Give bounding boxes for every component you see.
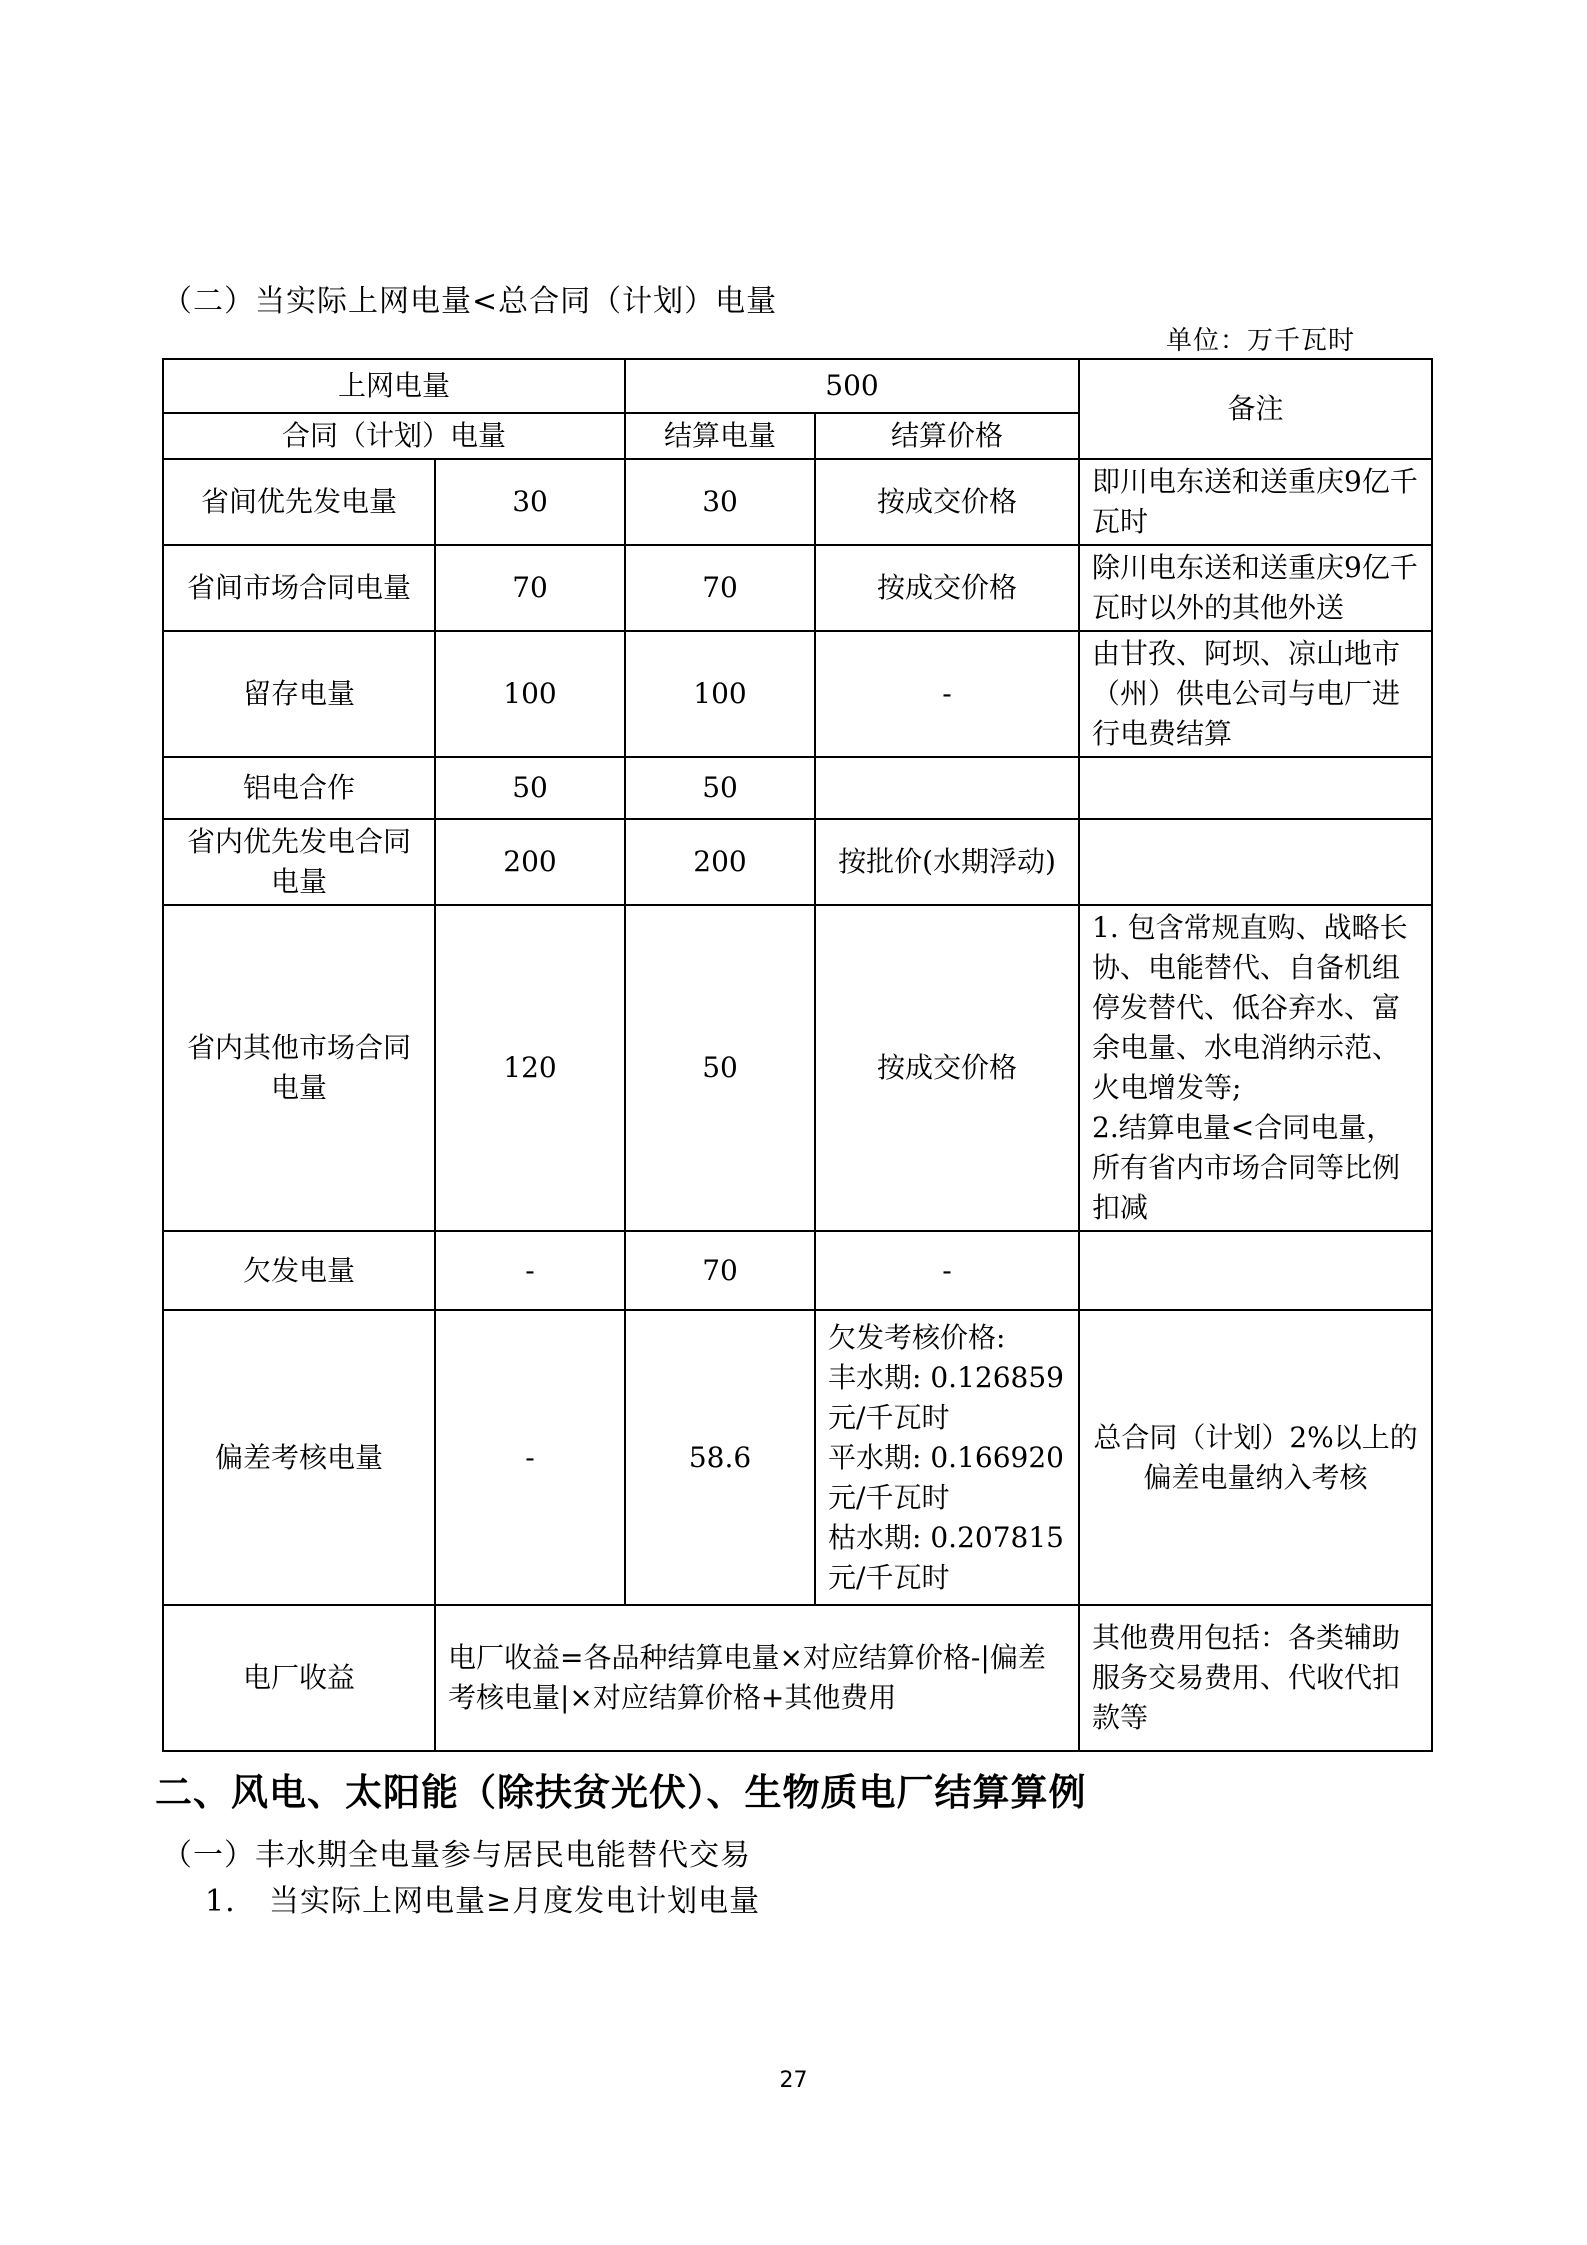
online-label: 上网电量 bbox=[163, 359, 625, 413]
row-name: 留存电量 bbox=[163, 631, 435, 757]
row-remark: 由甘孜、阿坝、凉山地市（州）供电公司与电厂进行电费结算 bbox=[1079, 631, 1432, 757]
list-text: 当实际上网电量≥月度发电计划电量 bbox=[269, 1884, 761, 1919]
row-name: 偏差考核电量 bbox=[163, 1310, 435, 1605]
row-price: - bbox=[815, 631, 1079, 757]
table-row bbox=[163, 1231, 1432, 1310]
row-settle: 30 bbox=[625, 459, 815, 545]
price-line: 丰水期: 0.126859元/千瓦时 bbox=[828, 1360, 1064, 1434]
price-line: 平水期: 0.166920元/千瓦时 bbox=[828, 1440, 1064, 1514]
list-number: 1. bbox=[205, 1884, 236, 1919]
row-remark: 总合同（计划）2%以上的偏差电量纳入考核 bbox=[1079, 1310, 1432, 1605]
page-number: 27 bbox=[779, 2068, 808, 2093]
row-price: 按成交价格 bbox=[815, 905, 1079, 1231]
income-name: 电厂收益 bbox=[163, 1605, 435, 1751]
table-row bbox=[163, 819, 1432, 905]
section-heading: （二）当实际上网电量<总合同（计划）电量 bbox=[162, 284, 778, 319]
row-remark: 即川电东送和送重庆9亿千瓦时 bbox=[1079, 459, 1432, 545]
row-settle: 58.6 bbox=[625, 1310, 815, 1605]
row-remark bbox=[1079, 819, 1432, 905]
row-remark bbox=[1079, 757, 1432, 819]
table-row bbox=[163, 757, 1432, 819]
subsection-title: （一）丰水期全电量参与居民电能替代交易 bbox=[162, 1838, 751, 1873]
remark-line: 2.结算电量<合同电量，所有省内市场合同等比例扣减 bbox=[1092, 1111, 1401, 1224]
table-row bbox=[163, 1310, 1432, 1605]
row-price: - bbox=[815, 1231, 1079, 1310]
income-row bbox=[163, 1605, 1432, 1751]
table-row bbox=[163, 459, 1432, 545]
section-title: 二、风电、太阳能（除扶贫光伏）、生物质电厂结算算例 bbox=[155, 1771, 1087, 1814]
row-settle: 100 bbox=[625, 631, 815, 757]
row-price: 按成交价格 bbox=[815, 459, 1079, 545]
table-row bbox=[163, 545, 1432, 631]
row-contract: - bbox=[435, 1310, 625, 1605]
row-name: 省内优先发电合同电量 bbox=[163, 819, 435, 905]
table-row bbox=[163, 631, 1432, 757]
row-contract: 70 bbox=[435, 545, 625, 631]
remark-header: 备注 bbox=[1079, 359, 1432, 459]
unit-label: 单位：万千瓦时 bbox=[1166, 326, 1356, 356]
row-settle: 50 bbox=[625, 757, 815, 819]
row-remark: 除川电东送和送重庆9亿千瓦时以外的其他外送 bbox=[1079, 545, 1432, 631]
row-contract: 100 bbox=[435, 631, 625, 757]
col-settle-qty: 结算电量 bbox=[625, 413, 815, 459]
row-name: 省间市场合同电量 bbox=[163, 545, 435, 631]
table-row bbox=[163, 905, 1432, 1231]
remark-line: 1. 包含常规直购、战略长协、电能替代、自备机组停发替代、低谷弃水、富余电量、水电消纳示范、火电增发等; bbox=[1092, 911, 1408, 1104]
row-contract: 30 bbox=[435, 459, 625, 545]
row-contract: - bbox=[435, 1231, 625, 1310]
income-formula: 电厂收益=各品种结算电量×对应结算价格-|偏差考核电量|×对应结算价格+其他费用 bbox=[435, 1605, 1079, 1751]
row-contract: 50 bbox=[435, 757, 625, 819]
row-remark bbox=[1079, 905, 1432, 1231]
list-item bbox=[205, 1876, 760, 1920]
row-name: 欠发电量 bbox=[163, 1231, 435, 1310]
row-name: 省内其他市场合同电量 bbox=[163, 905, 435, 1231]
online-value: 500 bbox=[625, 359, 1079, 413]
row-contract: 200 bbox=[435, 819, 625, 905]
row-name: 省间优先发电量 bbox=[163, 459, 435, 545]
row-name: 铝电合作 bbox=[163, 757, 435, 819]
col-settle-price: 结算价格 bbox=[815, 413, 1079, 459]
col-contract: 合同（计划）电量 bbox=[163, 413, 625, 459]
row-price: 按成交价格 bbox=[815, 545, 1079, 631]
row-price bbox=[815, 1310, 1079, 1605]
row-price bbox=[815, 757, 1079, 819]
row-settle: 70 bbox=[625, 545, 815, 631]
row-settle: 50 bbox=[625, 905, 815, 1231]
income-remark: 其他费用包括：各类辅助服务交易费用、代收代扣款等 bbox=[1079, 1605, 1432, 1751]
row-price: 按批价(水期浮动) bbox=[815, 819, 1079, 905]
price-line: 枯水期: 0.207815元/千瓦时 bbox=[828, 1520, 1064, 1594]
price-line: 欠发考核价格: bbox=[828, 1320, 1006, 1354]
row-settle: 200 bbox=[625, 819, 815, 905]
settlement-table bbox=[162, 358, 1433, 1752]
row-remark bbox=[1079, 1231, 1432, 1310]
row-contract: 120 bbox=[435, 905, 625, 1231]
row-settle: 70 bbox=[625, 1231, 815, 1310]
